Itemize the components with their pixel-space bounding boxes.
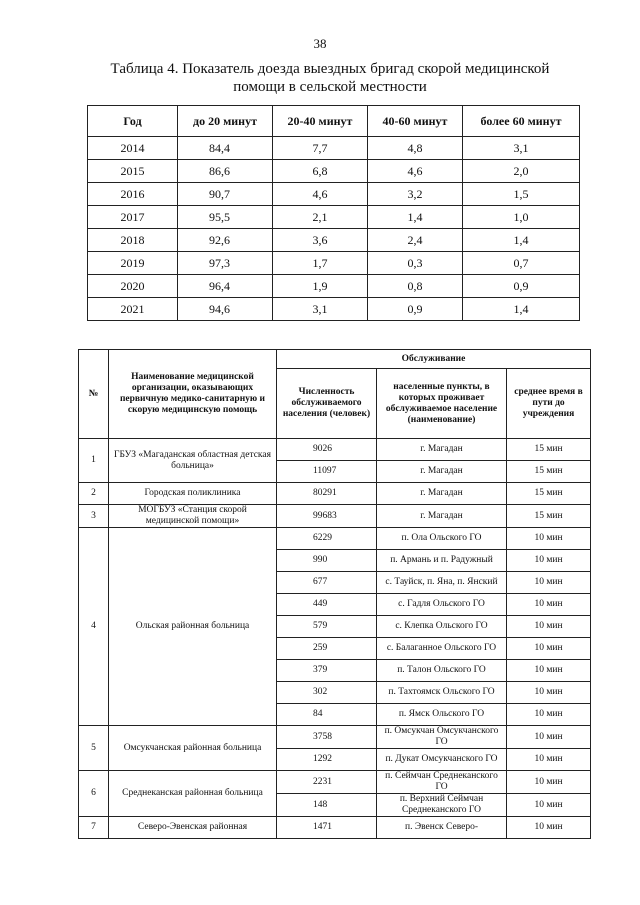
settlement-cell: с. Гадля Ольского ГО — [377, 594, 507, 616]
table-title-line1: Таблица 4. Показатель доезда выездных бригад скорой медицинской — [110, 61, 550, 77]
table-row — [79, 771, 591, 794]
under-20-cell: 95,5 — [178, 206, 273, 229]
settlement-cell: г. Магадан — [377, 505, 507, 528]
settlement-cell: с. Клепка Ольского ГО — [377, 616, 507, 638]
population-cell: 9026 — [277, 439, 377, 461]
travel-time-cell: 10 мин — [507, 749, 591, 771]
table-row — [79, 726, 591, 749]
organization-name: Среднеканская районная больница — [109, 771, 277, 817]
settlement-cell: с. Тауйск, п. Яна, п. Янский — [377, 572, 507, 594]
table-row — [88, 298, 580, 321]
travel-time-cell: 10 мин — [507, 660, 591, 682]
20-40-cell: 2,1 — [273, 206, 368, 229]
40-60-cell: 0,9 — [368, 298, 463, 321]
year-cell: 2014 — [88, 137, 178, 160]
travel-time-cell: 15 мин — [507, 439, 591, 461]
population-cell: 1471 — [277, 817, 377, 839]
travel-time-cell: 15 мин — [507, 461, 591, 483]
table-row — [79, 439, 591, 461]
travel-time-cell: 10 мин — [507, 726, 591, 749]
under-20-cell: 84,4 — [178, 137, 273, 160]
table-row — [79, 505, 591, 528]
40-60-cell: 3,2 — [368, 183, 463, 206]
under-20-cell: 97,3 — [178, 252, 273, 275]
travel-time-cell: 15 мин — [507, 505, 591, 528]
header-over-60: более 60 минут — [463, 106, 580, 137]
population-cell: 379 — [277, 660, 377, 682]
population-cell: 2231 — [277, 771, 377, 794]
settlement-cell: п. Дукат Омсукчанского ГО — [377, 749, 507, 771]
travel-time-cell: 10 мин — [507, 771, 591, 794]
header-number: № — [79, 350, 109, 439]
year-cell: 2019 — [88, 252, 178, 275]
header-40-60: 40-60 минут — [368, 106, 463, 137]
over-60-cell: 2,0 — [463, 160, 580, 183]
population-cell: 6229 — [277, 528, 377, 550]
population-cell: 677 — [277, 572, 377, 594]
population-cell: 84 — [277, 704, 377, 726]
population-cell: 579 — [277, 616, 377, 638]
settlement-cell: г. Магадан — [377, 483, 507, 505]
table-row — [79, 817, 591, 839]
row-number: 4 — [79, 528, 109, 726]
population-cell: 99683 — [277, 505, 377, 528]
over-60-cell: 0,9 — [463, 275, 580, 298]
under-20-cell: 96,4 — [178, 275, 273, 298]
table-title — [60, 60, 600, 96]
40-60-cell: 0,3 — [368, 252, 463, 275]
settlement-cell: п. Талон Ольского ГО — [377, 660, 507, 682]
20-40-cell: 3,1 — [273, 298, 368, 321]
header-year: Год — [88, 106, 178, 137]
header-population: Численность обслуживаемого населения (человек) — [277, 369, 377, 439]
travel-time-cell: 10 мин — [507, 594, 591, 616]
population-cell: 1292 — [277, 749, 377, 771]
over-60-cell: 1,0 — [463, 206, 580, 229]
year-cell: 2020 — [88, 275, 178, 298]
travel-time-cell: 10 мин — [507, 817, 591, 839]
under-20-cell: 92,6 — [178, 229, 273, 252]
20-40-cell: 3,6 — [273, 229, 368, 252]
year-cell: 2021 — [88, 298, 178, 321]
population-cell: 449 — [277, 594, 377, 616]
population-cell: 80291 — [277, 483, 377, 505]
settlement-cell: г. Магадан — [377, 461, 507, 483]
over-60-cell: 1,4 — [463, 229, 580, 252]
settlement-cell: г. Магадан — [377, 439, 507, 461]
page-number: 38 — [313, 36, 327, 51]
travel-time-cell: 10 мин — [507, 794, 591, 817]
20-40-cell: 1,9 — [273, 275, 368, 298]
table-header-row — [88, 106, 580, 137]
header-under-20: до 20 минут — [178, 106, 273, 137]
year-cell: 2015 — [88, 160, 178, 183]
population-cell: 3758 — [277, 726, 377, 749]
40-60-cell: 2,4 — [368, 229, 463, 252]
20-40-cell: 1,7 — [273, 252, 368, 275]
travel-time-cell: 10 мин — [507, 638, 591, 660]
settlement-cell: п. Ола Ольского ГО — [377, 528, 507, 550]
under-20-cell: 86,6 — [178, 160, 273, 183]
travel-time-cell: 10 мин — [507, 616, 591, 638]
travel-time-cell: 10 мин — [507, 704, 591, 726]
header-service: Обслуживание — [277, 350, 591, 369]
travel-time-cell: 10 мин — [507, 682, 591, 704]
organization-name: Ольская районная больница — [109, 528, 277, 726]
organization-name: Омсукчанская районная больница — [109, 726, 277, 771]
under-20-cell: 94,6 — [178, 298, 273, 321]
organization-name: Северо-Эвенская районная — [109, 817, 277, 839]
40-60-cell: 1,4 — [368, 206, 463, 229]
table-row — [88, 160, 580, 183]
population-cell: 302 — [277, 682, 377, 704]
table-row — [79, 528, 591, 550]
travel-time-cell: 10 мин — [507, 528, 591, 550]
organization-name: Городская поликлиника — [109, 483, 277, 505]
header-travel-time: среднее время в пути до учреждения — [507, 369, 591, 439]
header-20-40: 20-40 минут — [273, 106, 368, 137]
over-60-cell: 1,4 — [463, 298, 580, 321]
table-row — [88, 183, 580, 206]
travel-time-cell: 15 мин — [507, 483, 591, 505]
service-table-body — [79, 439, 591, 839]
settlement-cell: п. Омсукчан Омсукчанского ГО — [377, 726, 507, 749]
settlement-cell: п. Ямск Ольского ГО — [377, 704, 507, 726]
row-number: 2 — [79, 483, 109, 505]
row-number: 5 — [79, 726, 109, 771]
travel-time-cell: 10 мин — [507, 550, 591, 572]
service-table — [78, 349, 591, 839]
table-row — [88, 229, 580, 252]
table-row — [88, 137, 580, 160]
20-40-cell: 6,8 — [273, 160, 368, 183]
header-organization: Наименование медицинской организации, оказывающих первичную медико-санитарную и скорую медицинскую помощь — [109, 350, 277, 439]
table-header-row — [79, 350, 591, 369]
population-cell: 990 — [277, 550, 377, 572]
settlement-cell: п. Сеймчан Среднеканского ГО — [377, 771, 507, 794]
settlement-cell: п. Верхний Сеймчан Среднеканского ГО — [377, 794, 507, 817]
settlement-cell: п. Тахтоямск Ольского ГО — [377, 682, 507, 704]
population-cell: 11097 — [277, 461, 377, 483]
population-cell: 259 — [277, 638, 377, 660]
over-60-cell: 0,7 — [463, 252, 580, 275]
arrival-time-table — [87, 105, 580, 321]
row-number: 1 — [79, 439, 109, 483]
40-60-cell: 0,8 — [368, 275, 463, 298]
population-cell: 148 — [277, 794, 377, 817]
organization-name: ГБУЗ «Магаданская областная детская больница» — [109, 439, 277, 483]
travel-time-cell: 10 мин — [507, 572, 591, 594]
settlement-cell: п. Эвенск Северо- — [377, 817, 507, 839]
40-60-cell: 4,6 — [368, 160, 463, 183]
year-cell: 2016 — [88, 183, 178, 206]
year-cell: 2018 — [88, 229, 178, 252]
table-title-line2: помощи в сельской местности — [233, 79, 427, 95]
header-settlements: населенные пункты, в которых проживает обслуживаемое население (наименование) — [377, 369, 507, 439]
40-60-cell: 4,8 — [368, 137, 463, 160]
over-60-cell: 1,5 — [463, 183, 580, 206]
row-number: 3 — [79, 505, 109, 528]
year-cell: 2017 — [88, 206, 178, 229]
over-60-cell: 3,1 — [463, 137, 580, 160]
settlement-cell: с. Балаганное Ольского ГО — [377, 638, 507, 660]
20-40-cell: 7,7 — [273, 137, 368, 160]
20-40-cell: 4,6 — [273, 183, 368, 206]
settlement-cell: п. Армань и п. Радужный — [377, 550, 507, 572]
organization-name: МОГБУЗ «Станция скорой медицинской помощи» — [109, 505, 277, 528]
row-number: 7 — [79, 817, 109, 839]
table-row — [88, 252, 580, 275]
table-row — [88, 206, 580, 229]
arrival-time-table-body — [88, 137, 580, 321]
row-number: 6 — [79, 771, 109, 817]
table-row — [88, 275, 580, 298]
table-row — [79, 483, 591, 505]
under-20-cell: 90,7 — [178, 183, 273, 206]
